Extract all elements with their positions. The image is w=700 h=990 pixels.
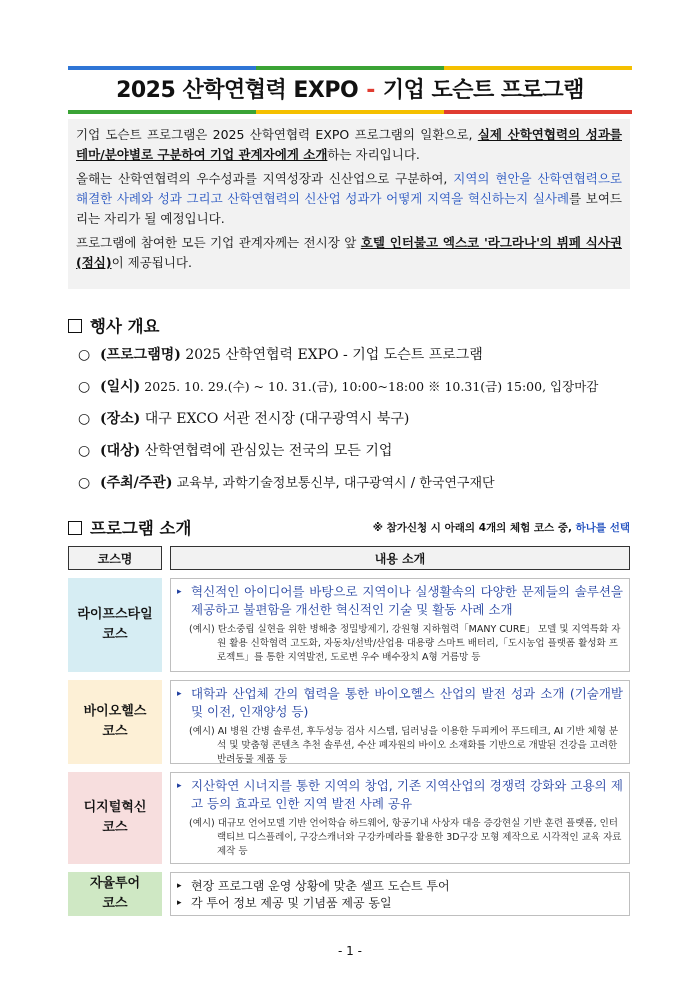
header-course-name: 코스명 xyxy=(68,546,162,570)
course-line xyxy=(177,895,623,912)
course-lifestyle xyxy=(68,578,162,672)
triangle-bullet-icon: ▸ xyxy=(177,881,182,891)
program-heading-text: 프로그램 소개 xyxy=(90,519,192,538)
title-bottom-bar xyxy=(68,110,632,114)
circle-bullet-icon: ○ xyxy=(78,475,91,491)
bar-segment-yellow xyxy=(256,110,444,114)
overview-item xyxy=(78,376,598,398)
course-name: 바이오헬스 xyxy=(83,704,147,719)
checkbox-square-icon xyxy=(68,521,82,535)
course-example: (예시) 대규모 언어모델 기반 언어학습 하드웨어, 항공기내 사상자 대응 증강현실 기반 훈련 플랫폼, 인터랙티브 디스플레이, 구강스캐너와 구강카메라를 활용한 3D구강 모형 제작으로 시각적인 교육 자료 제작 등 xyxy=(189,818,622,857)
course-name: 자율투어 xyxy=(89,876,141,891)
course-name: 디지털혁신 xyxy=(83,800,147,815)
overview-value: 2025 산학연협력 EXPO - 기업 도슨트 프로그램 xyxy=(180,347,483,363)
course-description xyxy=(177,777,623,813)
triangle-bullet-icon: ▸ xyxy=(177,898,182,908)
intro-box xyxy=(68,119,630,289)
bar-segment-green xyxy=(256,66,444,70)
course-name: 라이프스타일 xyxy=(77,607,153,622)
title-top-bar xyxy=(68,66,632,70)
course-suffix: 코스 xyxy=(102,896,128,911)
intro-text: 하는 자리입니다. xyxy=(327,147,420,162)
intro-emphasis: 호텔 인터불고 엑스코 '라그라나'의 뷔페 식사권(점심) xyxy=(76,235,623,270)
overview-heading-text: 행사 개요 xyxy=(90,317,160,336)
intro-paragraph-2 xyxy=(76,169,622,229)
title-left: 2025 산학연협력 EXPO xyxy=(116,78,359,103)
course-example: (예시) AI 병원 간병 솔루션, 후두성능 검사 시스템, 딥러닝을 이용한 두피케어 푸드테크, AI 기반 체형 분석 및 맞춤형 콘텐츠 추천 솔루션, 수산 폐자원의 바이오 소재화를 기반으로 개발된 건강을 고려한 반려동물 제품 등 xyxy=(189,726,619,765)
intro-text: 기업 도슨트 프로그램은 2025 산학연협력 EXPO 프로그램의 일환으로, xyxy=(76,127,478,142)
course-main-text: 지산학연 시너지를 통한 지역의 창업, 기존 지역산업의 경쟁력 강화와 고용의 제고 등의 효과로 인한 지역 발전 사례 공유 xyxy=(191,778,623,811)
notice-highlight: 하나를 선택 xyxy=(575,522,630,534)
triangle-bullet-icon: ▸ xyxy=(177,587,182,597)
course-main-text: 혁신적인 아이디어를 바탕으로 지역이나 실생활속의 다양한 문제들의 솔루션을 제공하고 불편함을 개선한 혁신적인 기술 및 활동 사례 소개 xyxy=(191,584,623,617)
course-suffix: 코스 xyxy=(102,627,128,642)
notice-text: ※ 참가신청 시 아래의 4개의 체험 코스 중, xyxy=(372,522,576,534)
page-title xyxy=(68,74,632,108)
course-digital xyxy=(68,772,162,864)
intro-text: 를 보여드리는 자리가 될 예정입니다. xyxy=(76,191,622,226)
course-content-digital xyxy=(170,772,630,864)
bar-segment-yellow xyxy=(444,66,632,70)
program-notice xyxy=(360,520,630,535)
circle-bullet-icon: ○ xyxy=(78,347,91,363)
checkbox-square-icon xyxy=(68,319,82,333)
bar-segment-red xyxy=(444,110,632,114)
overview-key: (대상) xyxy=(100,443,141,459)
title-dash: - xyxy=(366,78,375,103)
overview-value: 2025. 10. 29.(수) ~ 10. 31.(금), 10:00~18:00 ※ 10.31(금) 15:00, 입장마감 xyxy=(140,379,599,394)
intro-paragraph-3 xyxy=(76,233,622,273)
overview-value: 교육부, 과학기술정보통신부, 대구광역시 / 한국연구재단 xyxy=(172,476,495,491)
course-line-text: 현장 프로그램 운영 상황에 맞춘 셀프 도슨트 투어 xyxy=(191,879,450,893)
title-right: 기업 도슨트 프로그램 xyxy=(382,78,584,103)
intro-text: 이 제공됩니다. xyxy=(111,255,192,270)
course-biohealth xyxy=(68,680,162,764)
page-number: - 1 - xyxy=(338,944,362,958)
course-example: (예시) 탄소중립 실현을 위한 병해충 정밀방제기, 강원형 지하협력「MANY CURE」 모델 및 지역특화 자원 활용 신학협력 고도화, 자동차/선박/산업용 대용량 스마트 배터리,「도시농업 플랫폼 활성화 프로젝트」를 통한 지역발전, 도로변 우수 배수장치 A형 거름망 등 xyxy=(189,624,621,663)
intro-paragraph-1 xyxy=(76,125,622,165)
bar-segment-green xyxy=(68,110,256,114)
intro-highlight: 지역의 현안을 산학연협력으로 해결한 사례와 성과 그리고 산학연협력의 신산업 성과가 어떻게 지역을 혁신하는지 실사례 xyxy=(76,171,622,206)
course-suffix: 코스 xyxy=(102,820,128,835)
circle-bullet-icon: ○ xyxy=(78,443,91,459)
circle-bullet-icon: ○ xyxy=(78,411,91,427)
course-description xyxy=(177,583,623,619)
overview-heading xyxy=(68,313,160,337)
course-main-text: 대학과 산업체 간의 협력을 통한 바이오헬스 산업의 발전 성과 소개 (기술개발 및 이전, 인재양성 등) xyxy=(191,686,623,719)
overview-item xyxy=(78,472,495,494)
triangle-bullet-icon: ▸ xyxy=(177,781,182,791)
course-content-self-tour xyxy=(170,872,630,916)
intro-text: 프로그램에 참여한 모든 기업 관계자께는 전시장 앞 xyxy=(76,235,361,250)
course-description xyxy=(177,685,623,721)
overview-item xyxy=(78,440,392,462)
course-content-lifestyle xyxy=(170,578,630,672)
overview-key: (프로그램명) xyxy=(100,347,181,363)
overview-key: (주최/주관) xyxy=(100,475,173,491)
bar-segment-blue xyxy=(68,66,256,70)
overview-value: 대구 EXCO 서관 전시장 (대구광역시 북구) xyxy=(140,411,410,427)
course-line xyxy=(177,878,623,895)
intro-emphasis: 실제 산학연협력의 성과를 테마/분야별로 구분하여 기업 관계자에게 소개 xyxy=(76,127,622,162)
header-content: 내용 소개 xyxy=(170,546,630,570)
overview-key: (장소) xyxy=(100,411,141,427)
triangle-bullet-icon: ▸ xyxy=(177,689,182,699)
circle-bullet-icon: ○ xyxy=(78,379,91,395)
overview-value: 산학연협력에 관심있는 전국의 모든 기업 xyxy=(140,443,393,459)
program-heading xyxy=(68,515,191,539)
course-content-biohealth xyxy=(170,680,630,764)
overview-item xyxy=(78,408,409,430)
overview-item xyxy=(78,344,483,366)
course-line-text: 각 투어 정보 제공 및 기념품 제공 동일 xyxy=(191,896,392,910)
intro-text: 올해는 산학연협력의 우수성과를 지역성장과 신산업으로 구분하여, xyxy=(76,171,454,186)
course-suffix: 코스 xyxy=(102,724,128,739)
course-self-tour xyxy=(68,872,162,916)
overview-key: (일시) xyxy=(100,379,141,395)
